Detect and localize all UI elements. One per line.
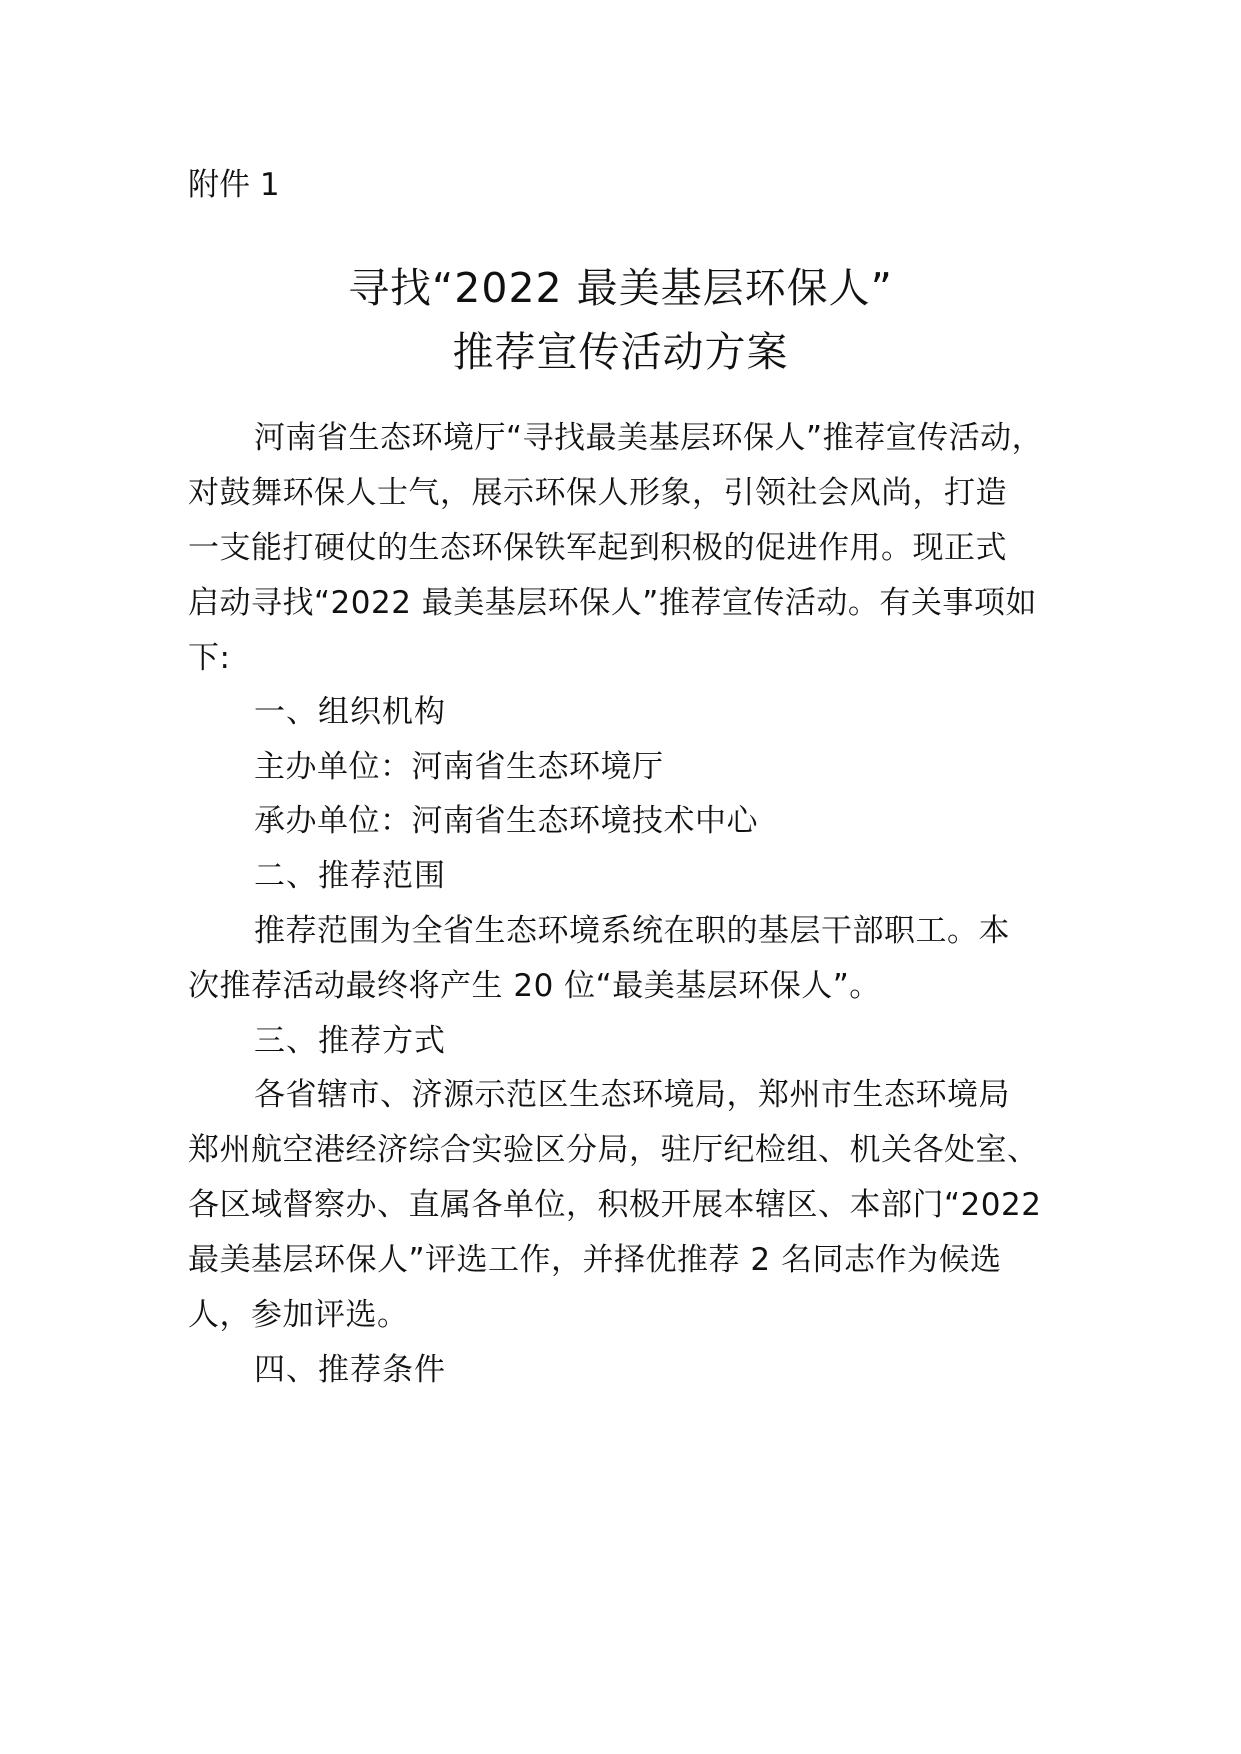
section-heading-method: 三、推荐方式 bbox=[254, 1023, 446, 1059]
host-unit: 主办单位：河南省生态环境厅 bbox=[254, 749, 664, 785]
method-line: 各省辖市、济源示范区生态环境局，郑州市生态环境局 bbox=[254, 1077, 1010, 1113]
intro-line: 下: bbox=[188, 640, 231, 676]
section-heading-organization: 一、组织机构 bbox=[254, 694, 446, 730]
method-line: 各区域督察办、直属各单位，积极开展本辖区、本部门“2022 bbox=[188, 1187, 1042, 1223]
intro-line: 启动寻找“2022 最美基层环保人”推荐宣传活动。有关事项如 bbox=[188, 585, 1037, 621]
scope-line: 推荐范围为全省生态环境系统在职的基层干部职工。本 bbox=[254, 913, 1010, 949]
document-title-line-1: 寻找“2022 最美基层环保人” bbox=[348, 264, 893, 312]
document-title-line-2: 推荐宣传活动方案 bbox=[452, 328, 789, 376]
method-line: 郑州航空港经济综合实验区分局，驻厅纪检组、机关各处室、 bbox=[188, 1132, 1039, 1168]
intro-line: 对鼓舞环保人士气，展示环保人形象，引领社会风尚，打造 bbox=[188, 475, 1007, 511]
method-line: 人，参加评选。 bbox=[188, 1297, 409, 1333]
attachment-label: 附件 1 bbox=[188, 167, 280, 203]
intro-line: 一支能打硬仗的生态环保铁军起到积极的促进作用。现正式 bbox=[188, 530, 1007, 566]
section-heading-conditions: 四、推荐条件 bbox=[254, 1352, 446, 1388]
scope-line: 次推荐活动最终将产生 20 位“最美基层环保人”。 bbox=[188, 968, 881, 1004]
organizer-unit: 承办单位：河南省生态环境技术中心 bbox=[254, 803, 758, 839]
intro-line: 河南省生态环境厅“寻找最美基层环保人”推荐宣传活动， bbox=[254, 420, 1044, 456]
section-heading-scope: 二、推荐范围 bbox=[254, 858, 446, 894]
method-line: 最美基层环保人”评选工作，并择优推荐 2 名同志作为候选 bbox=[188, 1242, 1002, 1278]
